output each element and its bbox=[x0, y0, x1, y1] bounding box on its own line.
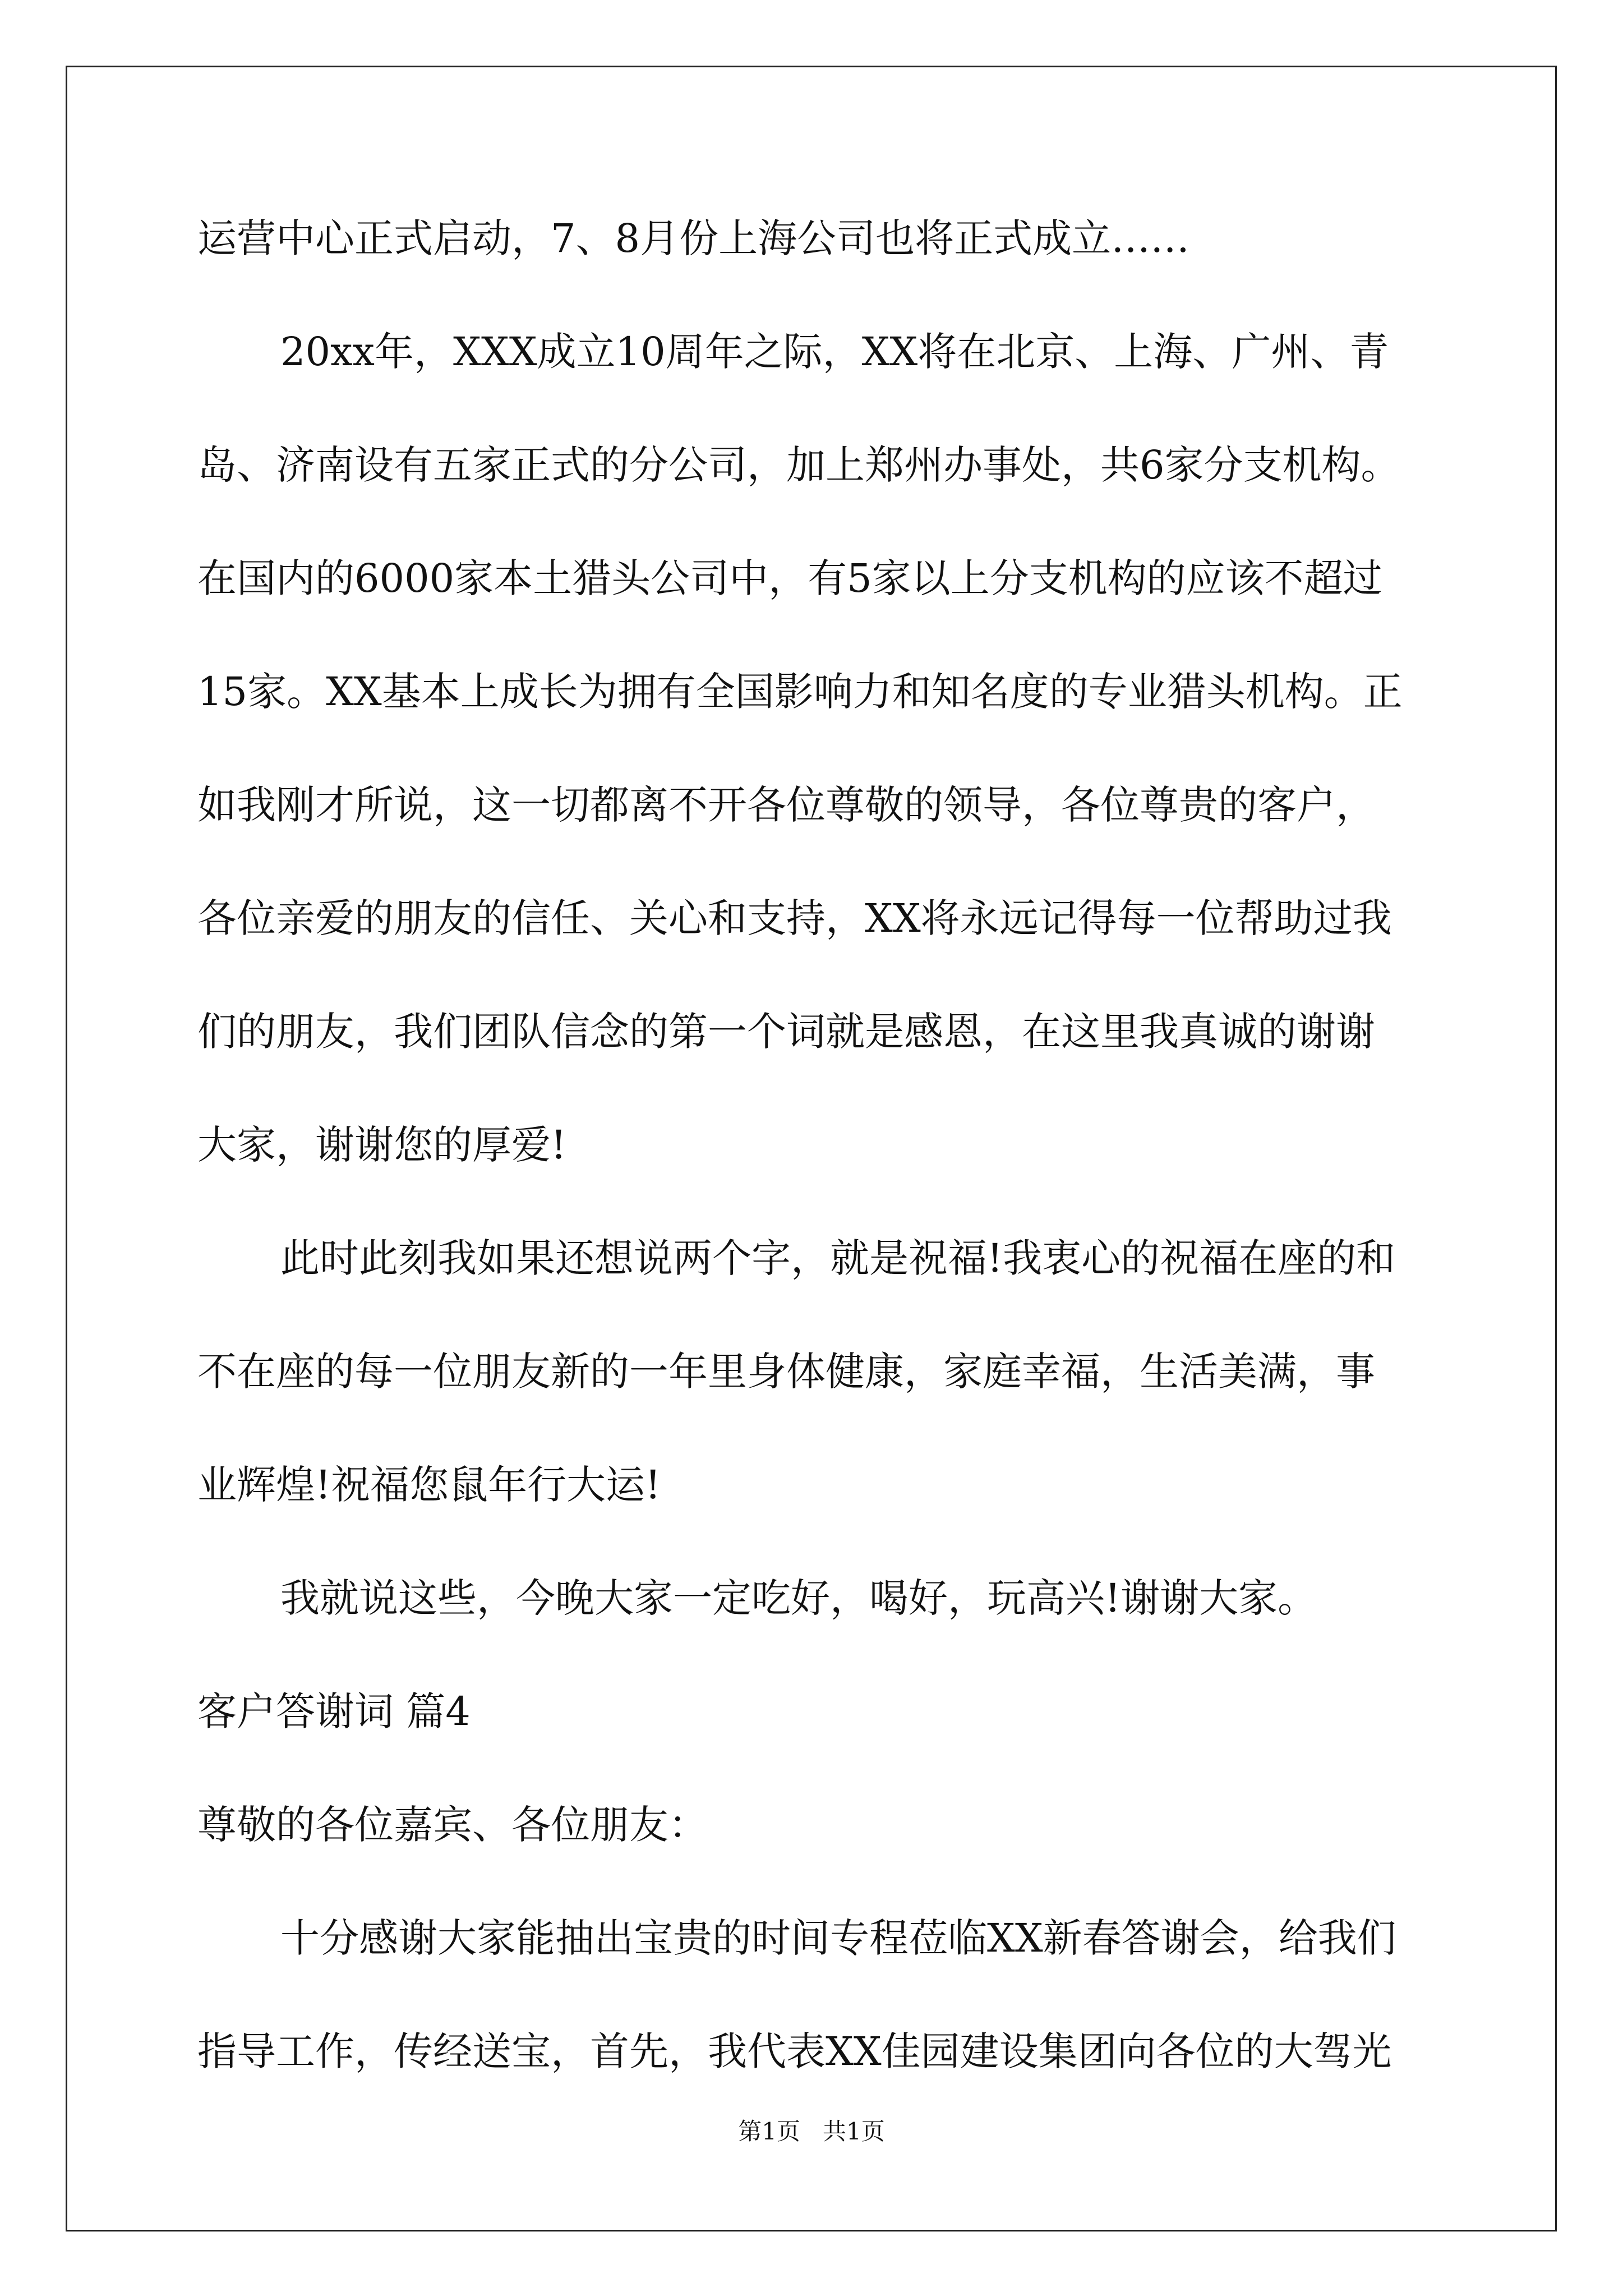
text-line-1: 运营中心正式启动，7、8月份上海公司也将正式成立…… bbox=[197, 215, 1190, 261]
text-line-9: 大家，谢谢您的厚爱! bbox=[197, 1122, 567, 1168]
text-line-17: 指导工作，传经送宝，首先，我代表XX佳园建设集团向各位的大驾光 bbox=[197, 2028, 1392, 2074]
text-line-3: 岛、济南设有五家正式的分公司，加上郑州办事处，共6家分支机构。 bbox=[197, 442, 1400, 488]
text-line-2: 20xx年，XXX成立10周年之际，XX将在北京、上海、广州、青 bbox=[280, 329, 1389, 375]
text-line-8: 们的朋友，我们团队信念的第一个词就是感恩，在这里我真诚的谢谢 bbox=[197, 1009, 1375, 1055]
text-line-12: 业辉煌!祝福您鼠年行大运! bbox=[197, 1462, 661, 1508]
text-line-4: 在国内的6000家本土猎头公司中，有5家以上分支机构的应该不超过 bbox=[197, 555, 1382, 601]
text-line-16: 十分感谢大家能抽出宝贵的时间专程莅临XX新春答谢会，给我们 bbox=[280, 1915, 1396, 1961]
page-footer: 第1页 共1页 bbox=[738, 2118, 885, 2145]
text-line-7: 各位亲爱的朋友的信任、关心和支持，XX将永远记得每一位帮助过我 bbox=[197, 895, 1392, 941]
section-heading: 客户答谢词 篇4 bbox=[197, 1688, 471, 1734]
text-line-11: 不在座的每一位朋友新的一年里身体健康，家庭幸福，生活美满，事 bbox=[197, 1349, 1375, 1395]
text-line-5: 15家。XX基本上成长为拥有全国影响力和知名度的专业猎头机构。正 bbox=[197, 669, 1403, 715]
text-line-6: 如我刚才所说，这一切都离不开各位尊敬的领导，各位尊贵的客户， bbox=[197, 782, 1375, 828]
salutation: 尊敬的各位嘉宾、各位朋友： bbox=[197, 1802, 708, 1848]
text-line-13: 我就说这些，今晚大家一定吃好，喝好，玩高兴!谢谢大家。 bbox=[280, 1575, 1317, 1621]
text-line-10: 此时此刻我如果还想说两个字，就是祝福!我衷心的祝福在座的和 bbox=[280, 1235, 1396, 1281]
